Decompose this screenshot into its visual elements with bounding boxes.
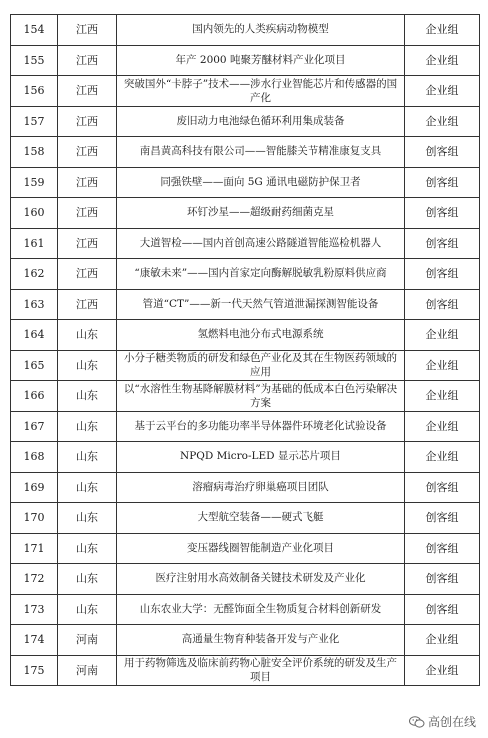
row-group: 企业组 xyxy=(405,45,480,76)
row-title: 废旧动力电池绿色循环利用集成装备 xyxy=(117,106,405,137)
row-group: 创客组 xyxy=(405,594,480,625)
row-province: 江西 xyxy=(58,76,117,107)
table-row xyxy=(11,533,480,564)
row-number: 155 xyxy=(11,45,58,76)
table-row xyxy=(11,442,480,473)
table-row xyxy=(11,198,480,229)
row-province: 江西 xyxy=(58,198,117,229)
row-title: 变压器线圈智能制造产业化项目 xyxy=(117,533,405,564)
row-title: 溶瘤病毒治疗卵巢癌项目团队 xyxy=(117,472,405,503)
row-group: 企业组 xyxy=(405,625,480,656)
row-title: 年产 2000 吨聚芳醚材料产业化项目 xyxy=(117,45,405,76)
row-group: 企业组 xyxy=(405,655,480,686)
row-title: 氢燃料电池分布式电源系统 xyxy=(117,320,405,351)
table-row xyxy=(11,625,480,656)
table-row xyxy=(11,320,480,351)
row-group: 创客组 xyxy=(405,137,480,168)
row-title: 环钉沙星——超级耐药细菌克星 xyxy=(117,198,405,229)
table-row xyxy=(11,259,480,290)
table-row xyxy=(11,45,480,76)
row-number: 175 xyxy=(11,655,58,686)
row-number: 173 xyxy=(11,594,58,625)
row-group: 企业组 xyxy=(405,350,480,381)
row-number: 168 xyxy=(11,442,58,473)
row-province: 山东 xyxy=(58,472,117,503)
row-province: 江西 xyxy=(58,45,117,76)
row-group: 企业组 xyxy=(405,15,480,46)
row-number: 171 xyxy=(11,533,58,564)
row-title: 同强铁壁——面向 5G 通讯电磁防护保卫者 xyxy=(117,167,405,198)
row-number: 154 xyxy=(11,15,58,46)
row-title: 管道“CT”——新一代天然气管道泄漏探测智能设备 xyxy=(117,289,405,320)
row-province: 江西 xyxy=(58,106,117,137)
row-group: 创客组 xyxy=(405,228,480,259)
row-province: 山东 xyxy=(58,564,117,595)
table-row xyxy=(11,137,480,168)
row-province: 河南 xyxy=(58,655,117,686)
table-row xyxy=(11,564,480,595)
row-province: 江西 xyxy=(58,167,117,198)
table-row xyxy=(11,655,480,686)
row-number: 161 xyxy=(11,228,58,259)
project-list-table xyxy=(10,14,480,686)
row-number: 170 xyxy=(11,503,58,534)
row-group: 企业组 xyxy=(405,76,480,107)
row-title: NPQD Micro-LED 显示芯片项目 xyxy=(117,442,405,473)
row-title: 高通量生物育种装备开发与产业化 xyxy=(117,625,405,656)
row-number: 158 xyxy=(11,137,58,168)
row-group: 企业组 xyxy=(405,442,480,473)
row-title: 大型航空装备——硬式飞艇 xyxy=(117,503,405,534)
row-title: 大道智检——国内首创高速公路隧道智能巡检机器人 xyxy=(117,228,405,259)
table-row xyxy=(11,350,480,381)
table-row xyxy=(11,594,480,625)
row-number: 159 xyxy=(11,167,58,198)
row-group: 创客组 xyxy=(405,503,480,534)
row-title: 以“水溶性生物基降解膜材料”为基础的低成本白色污染解决方案 xyxy=(117,381,405,412)
row-province: 山东 xyxy=(58,381,117,412)
row-province: 江西 xyxy=(58,15,117,46)
table-row xyxy=(11,76,480,107)
table-row xyxy=(11,472,480,503)
wechat-icon xyxy=(409,716,425,728)
row-number: 164 xyxy=(11,320,58,351)
row-number: 157 xyxy=(11,106,58,137)
row-province: 江西 xyxy=(58,228,117,259)
row-number: 172 xyxy=(11,564,58,595)
row-group: 创客组 xyxy=(405,259,480,290)
row-number: 163 xyxy=(11,289,58,320)
table-row xyxy=(11,289,480,320)
row-group: 创客组 xyxy=(405,472,480,503)
row-title: 小分子糖类物质的研发和绿色产业化及其在生物医药领域的应用 xyxy=(117,350,405,381)
table-row xyxy=(11,381,480,412)
row-number: 160 xyxy=(11,198,58,229)
row-title: 南昌黄高科技有限公司——智能膝关节精准康复支具 xyxy=(117,137,405,168)
row-province: 江西 xyxy=(58,259,117,290)
row-group: 创客组 xyxy=(405,167,480,198)
row-title: 山东农业大学：无醛饰面全生物质复合材料创新研发 xyxy=(117,594,405,625)
row-group: 创客组 xyxy=(405,198,480,229)
row-number: 167 xyxy=(11,411,58,442)
table-row xyxy=(11,228,480,259)
row-province: 江西 xyxy=(58,137,117,168)
row-number: 169 xyxy=(11,472,58,503)
row-title: 国内领先的人类疾病动物模型 xyxy=(117,15,405,46)
row-province: 河南 xyxy=(58,625,117,656)
row-title: 用于药物筛选及临床前药物心脏安全评价系统的研发及生产项目 xyxy=(117,655,405,686)
row-group: 企业组 xyxy=(405,106,480,137)
row-group: 企业组 xyxy=(405,411,480,442)
row-group: 企业组 xyxy=(405,320,480,351)
watermark-text: 高创在线 xyxy=(427,715,476,729)
row-group: 创客组 xyxy=(405,289,480,320)
row-province: 山东 xyxy=(58,442,117,473)
row-number: 165 xyxy=(11,350,58,381)
row-number: 174 xyxy=(11,625,58,656)
row-title: 医疗注射用水高效制备关键技术研发及产业化 xyxy=(117,564,405,595)
row-number: 166 xyxy=(11,381,58,412)
row-title: 基于云平台的多功能功率半导体器件环境老化试验设备 xyxy=(117,411,405,442)
row-number: 156 xyxy=(11,76,58,107)
row-number: 162 xyxy=(11,259,58,290)
row-province: 山东 xyxy=(58,503,117,534)
row-province: 江西 xyxy=(58,289,117,320)
row-province: 山东 xyxy=(58,594,117,625)
row-title: “康敏未来”——国内首家定向酶解脱敏乳粉原料供应商 xyxy=(117,259,405,290)
table-row xyxy=(11,411,480,442)
table-row xyxy=(11,167,480,198)
table-row xyxy=(11,15,480,46)
table-row xyxy=(11,106,480,137)
table-row xyxy=(11,503,480,534)
row-group: 创客组 xyxy=(405,564,480,595)
watermark xyxy=(409,713,476,730)
row-province: 山东 xyxy=(58,320,117,351)
row-group: 企业组 xyxy=(405,381,480,412)
row-province: 山东 xyxy=(58,350,117,381)
row-province: 山东 xyxy=(58,411,117,442)
row-title: 突破国外“卡脖子”技术——涉水行业智能芯片和传感器的国产化 xyxy=(117,76,405,107)
row-group: 创客组 xyxy=(405,533,480,564)
row-province: 山东 xyxy=(58,533,117,564)
